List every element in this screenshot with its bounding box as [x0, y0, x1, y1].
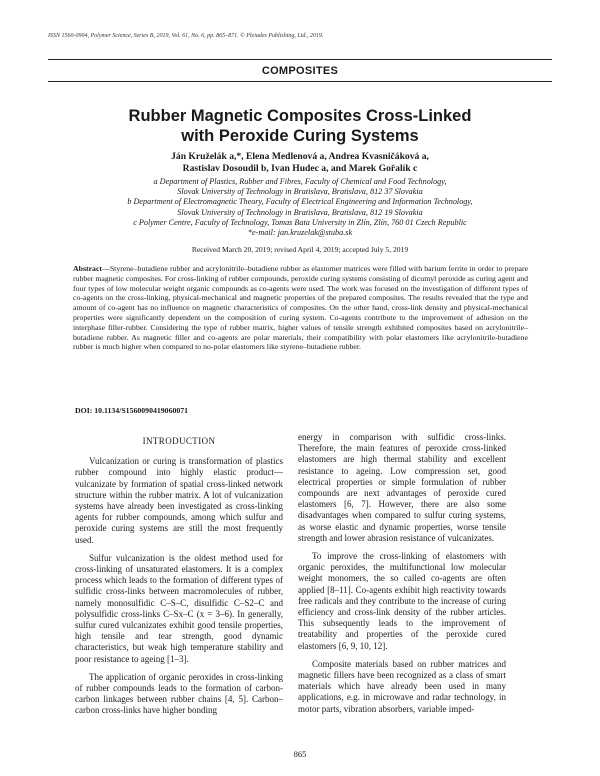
authors-line-2: Rastislav Dosoudil b, Ivan Hudec a, and Marek Gořalík c	[182, 163, 418, 174]
abstract-label: Abstract	[73, 264, 103, 273]
authors-line-1: Ján Kruželák a,*, Elena Medlenová a, Andrea Kvasničáková a,	[171, 151, 429, 162]
body-paragraph: Sulfur vulcanization is the oldest method used for cross-linking of unsaturated elastomers. It is a complex process which leads to the formation of different types of sulfidic cross-links between macromolecules of rubber, namely monosulfidic C–S–C, disulfidic C–S2–C and polysulfidic cross-links C–Sx–C (x = 3–6). In generally, sulfur cured vulcanizates exhibit good tensile properties, high tensile and tear strength, good dynamic characteristics, but weak high temperature stability and poor resistance to ageing [1–3].	[75, 552, 283, 664]
affiliation-line: c Polymer Centre, Faculty of Technology, Tomas Bata University in Zlín, Zlín, 760 01 Czech Republic	[133, 217, 467, 227]
body-paragraph: The application of organic peroxides in cross-linking of rubber compounds leads to the formation of carbon-carbon linkages between rubber chains [4, 5]. Carbon–carbon cross-links have higher bonding	[75, 671, 283, 716]
affiliation-line: a Department of Plastics, Rubber and Fibres, Faculty of Chemical and Food Technology,	[153, 177, 447, 186]
body-paragraph: Vulcanization or curing is transformation of plastics rubber compound into highly elastic product—vulcanizate by formation of spatial cross-linked network structure within the rubber matrix. A lot of vulcanization systems have already been investigated as cross-linking agents for rubber compounds, among which sulfur and peroxide curing systems are still the most frequently used.	[75, 456, 283, 545]
right-column	[298, 432, 506, 722]
abstract	[73, 264, 528, 352]
title-line-2: with Peroxide Curing Systems	[181, 127, 419, 145]
doi: DOI: 10.1134/S1560090419060071	[75, 406, 189, 415]
section-label: COMPOSITES	[261, 65, 339, 77]
affiliation-line: Slovak University of Technology in Bratislava, Bratislava, 812 37 Slovakia	[177, 187, 423, 197]
affiliation-line: b Department of Electromagnetic Theory, Faculty of Electrical Engineering and Information Technology,	[127, 197, 473, 207]
body-paragraph: To improve the cross-linking of elastomers with organic peroxides, the multifunctional low molecular weight monomers, the so called co-agents are often applied [8–11]. Co-agents exhibit high reactivity towards free radicals and they contribute to the increase of curing efficiency and cross-link density of the rubber articles. This subsequently leads to the improvement of treatability and properties of the peroxide cured elastomers [6, 9, 10, 12].	[298, 551, 506, 651]
author-list	[60, 151, 540, 175]
journal-header: ISSN 1560-0904, Polymer Science, Series B, 2019, Vol. 61, No. 6, pp. 865–871. © Pleiades Publishing, Ltd., 2019.	[48, 33, 324, 39]
body-paragraph: energy in comparison with sulfidic cross-links. Therefore, the main features of peroxide cross-linked elastomers are high thermal stability and excellent resistance to ageing. Low compression set, good electrical properties or simple formulation of rubber compounds are next advantages of peroxide cured elastomers [6, 7]. However, there are also some disadvantages when compared to sulfur curing systems, as worse elastic and dynamic properties, worse tensile strength and lower abrasion resistance of vulcanizates.	[298, 432, 506, 543]
title-line-1: Rubber Magnetic Composites Cross-Linked	[128, 107, 472, 125]
abstract-text: —Styrene–butadiene rubber and acrylonitrile–butadiene rubber as elastomer matrices were filled with barium ferrite in order to prepare rubber magnetic composites. For cross-linking of rubber compounds, peroxide curing systems consisting of dicumyl peroxide as curing agent and four types of low molecular weight organic compounds as co-agents were used. The work was focused on the investigation of different types of co-agents on the cross-linking, physical-mechanical and magnetic properties of the prepared composites. The results revealed that the type and amount of co-agent has no influence on magnetic characteristics of composites. On the other hand, cross-link density and physical-mechanical properties were significantly dependent on the composition of curing system. Co-agents contribute to the improvement of adhesion on the interphase filler-rubber. Considering the type of rubber matrix, higher values of tensile strength exhibited composites based on acrylonitrile–butadiene rubber. As magnetic filler and co-agents are polar materials, their compatibility with polar elastomers like acrylonitrile-butadiene rubber is much higher when compared to no-polar elastomers like styrene–butadiene rubber.	[73, 264, 528, 352]
affiliation-line: Slovak University of Technology in Bratislava, Bratislava, 812 19 Slovakia	[177, 207, 423, 217]
submission-dates: Received March 20, 2019; revised April 4, 2019; accepted July 5, 2019	[191, 245, 409, 254]
section-rule	[48, 81, 552, 82]
article-title	[60, 106, 540, 146]
left-column	[75, 436, 283, 724]
top-rule	[48, 59, 552, 60]
body-paragraph: Composite materials based on rubber matrices and magnetic fillers have been recognized as a class of smart materials which have already been used in many applications, e.g. in microwave and radar technology, in motor parts, vibration absorbers, variable imped-	[298, 658, 506, 714]
intro-heading: INTRODUCTION	[142, 436, 216, 446]
corresponding-email: *e-mail: jan.kruzelak@stuba.sk	[247, 228, 353, 238]
affiliations	[60, 177, 540, 238]
page-number: 865	[293, 749, 307, 759]
